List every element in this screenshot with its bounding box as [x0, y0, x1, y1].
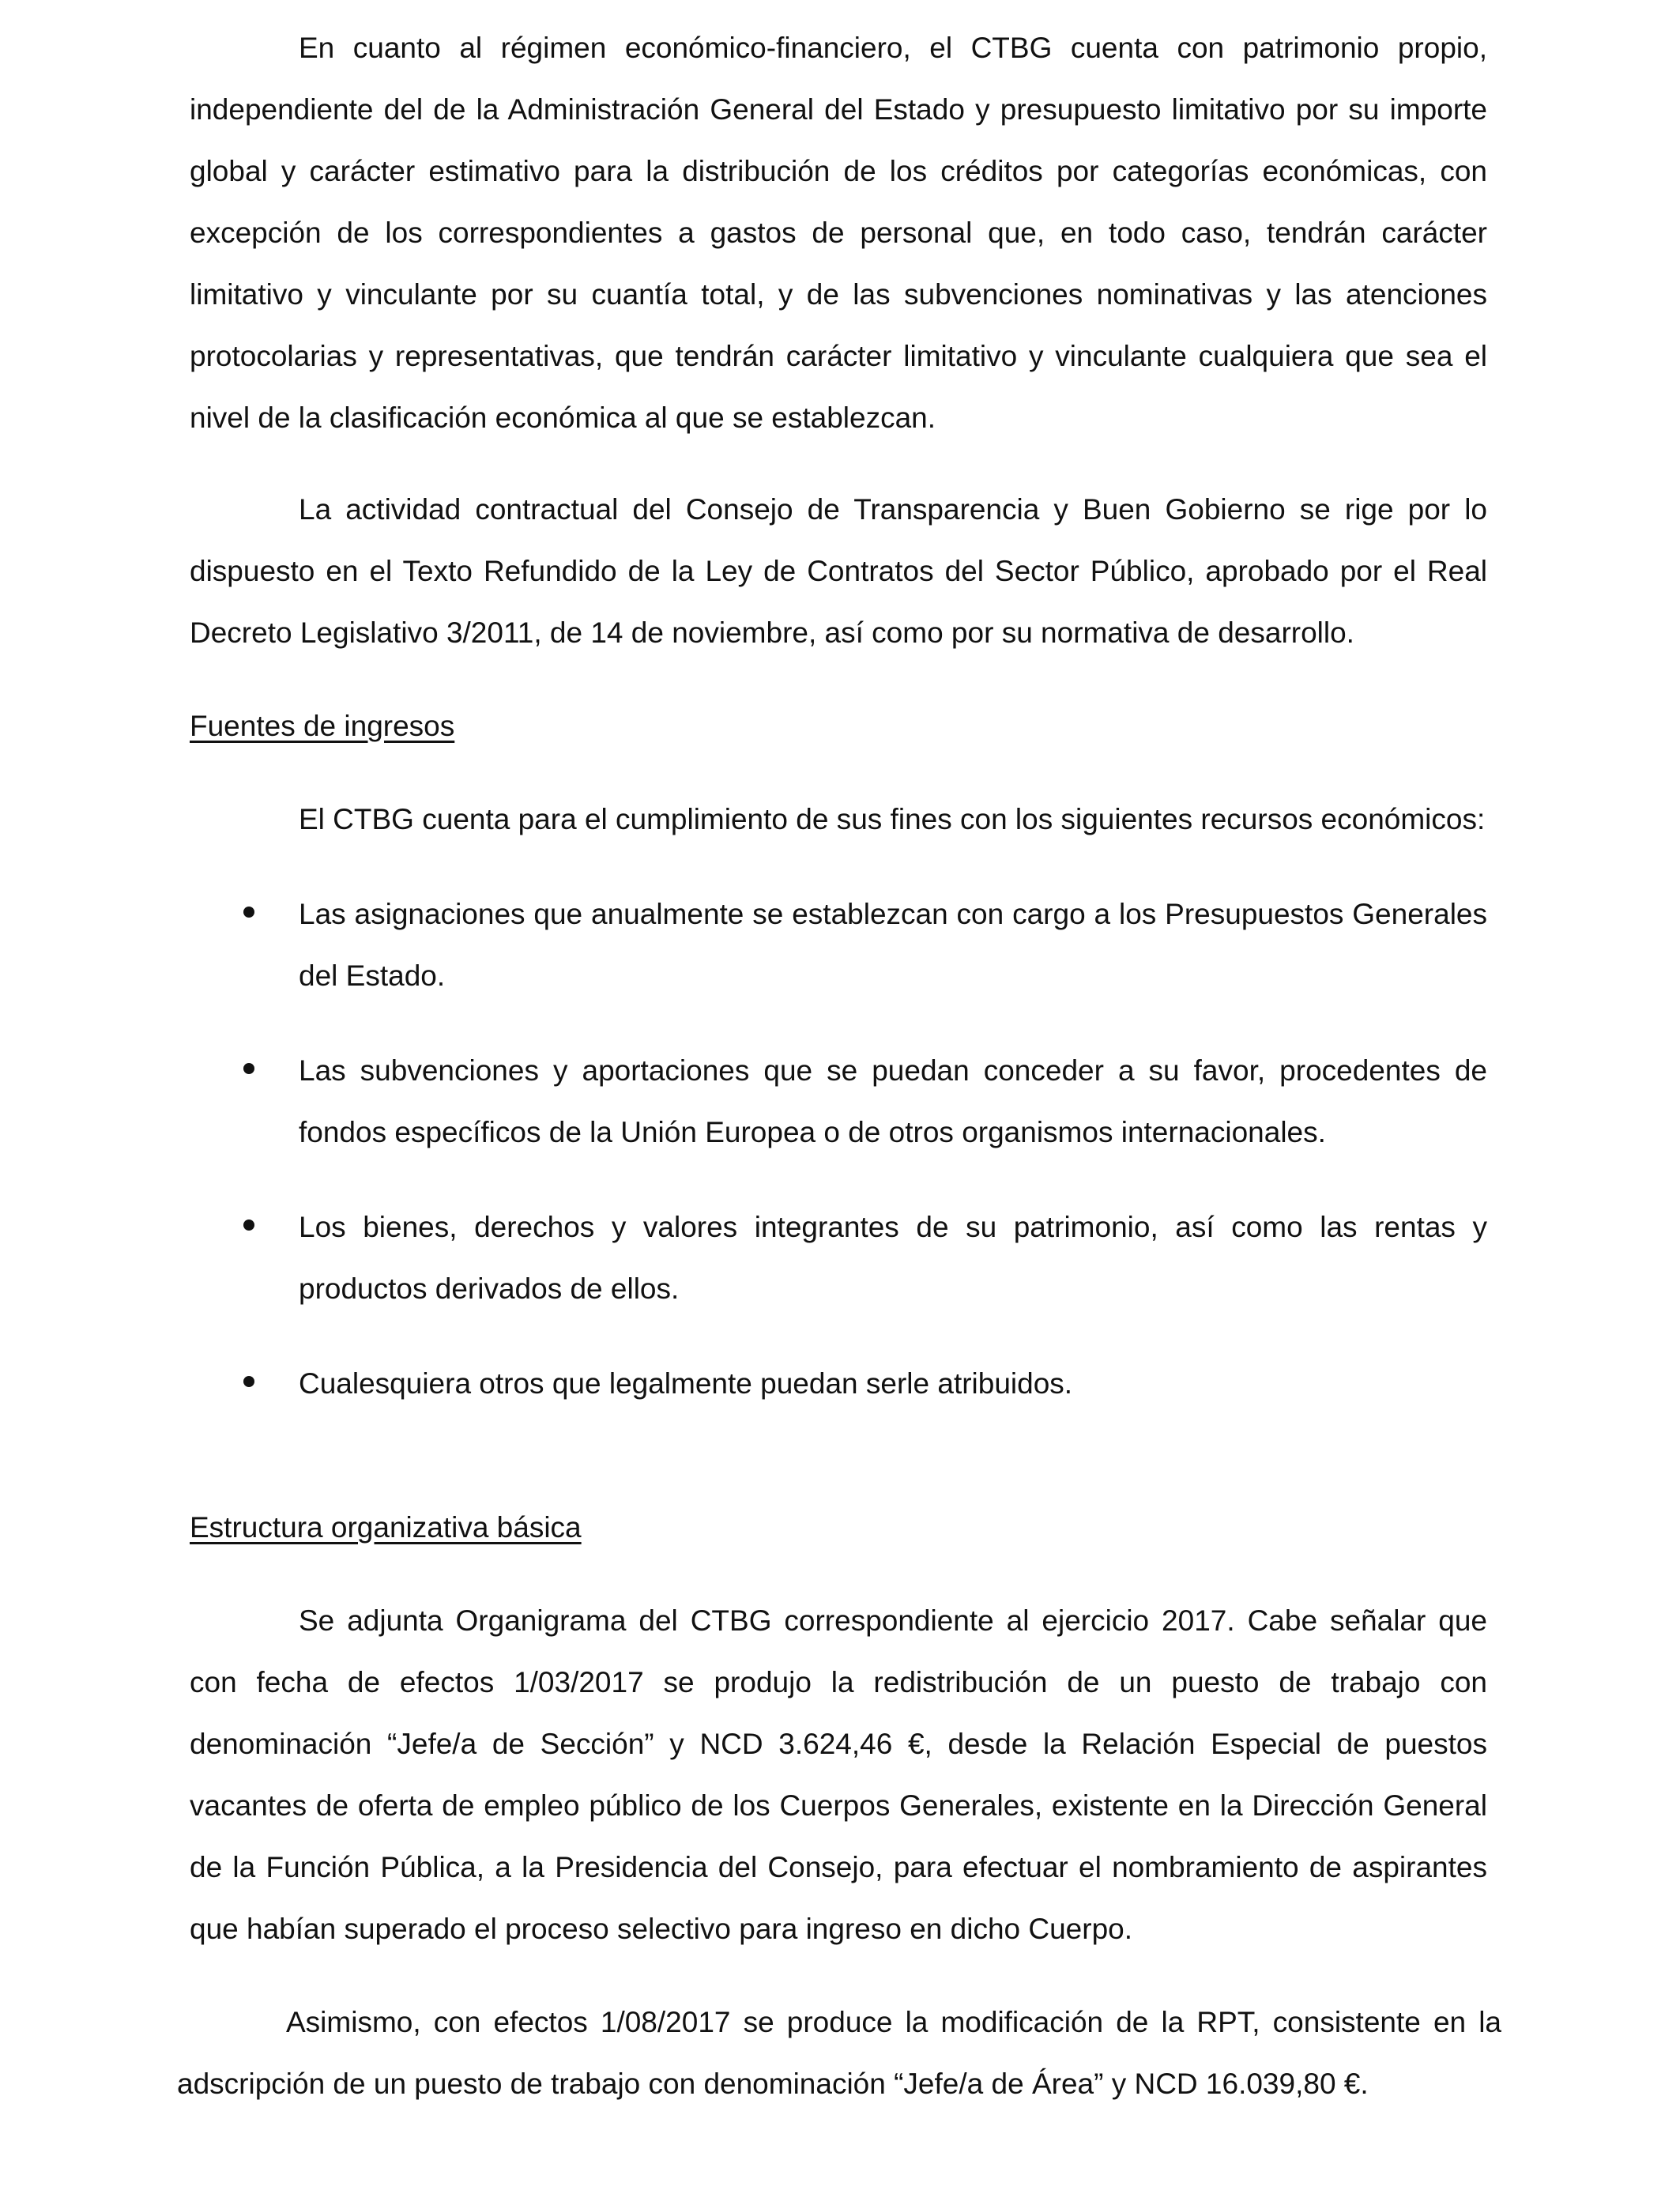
spacer [190, 1007, 1487, 1040]
spacer [190, 1559, 1487, 1590]
spacer [190, 1415, 1487, 1497]
bullet-icon [243, 1220, 254, 1231]
bullet-icon [243, 1063, 254, 1074]
spacer [190, 850, 1487, 884]
list-item [190, 1197, 1487, 1320]
list-item-text: Cualesquiera otros que legalmente puedan serle atribuidos. [299, 1367, 1073, 1400]
heading-income-sources: Fuentes de ingresos [190, 710, 455, 742]
paragraph-organigram: Se adjunta Organigrama del CTBG correspondiente al ejercicio 2017. Cabe señalar que con fecha de efectos 1/03/2017 se produjo la redistribución de un puesto de trabajo con denominación “Jefe/a de Sección” y NCD 3.624,46 €, desde la Relación Especial de puestos vacantes de oferta de empleo público de los Cuerpos Generales, existente en la Dirección General de la Función Pública, a la Presidencia del Consejo, para efectuar el nombramiento de aspirantes que habían superado el proceso selectivo para ingreso en dicho Cuerpo. [190, 1604, 1487, 1945]
spacer [190, 757, 1487, 789]
list-item [190, 1040, 1487, 1163]
heading-organizational-structure: Estructura organizativa básica [190, 1511, 582, 1544]
spacer [190, 1960, 1487, 1992]
paragraph-contractual-activity: La actividad contractual del Consejo de Transparencia y Buen Gobierno se rige por lo dispuesto en el Texto Refundido de la Ley de Contratos del Sector Público, aprobado por el Real Decreto Legislativo 3/2011, de 14 de noviembre, así como por su normativa de desarrollo. [190, 493, 1487, 649]
paragraph-rpt-modification: Asimismo, con efectos 1/08/2017 se produce la modificación de la RPT, consistente en la adscripción de un puesto de trabajo con denominación “Jefe/a de Área” y NCD 16.039,80 €. [177, 2006, 1501, 2100]
resources-list [190, 884, 1487, 1415]
paragraph-economic-resources: El CTBG cuenta para el cumplimiento de sus fines con los siguientes recursos económicos: [299, 803, 1486, 835]
list-item [190, 1353, 1487, 1415]
spacer [190, 1320, 1487, 1353]
spacer [190, 449, 1487, 479]
list-item-text: Las subvenciones y aportaciones que se puedan conceder a su favor, procedentes de fondos específicos de la Unión Europea o de otros organismos internacionales. [299, 1054, 1487, 1148]
list-item-text: Los bienes, derechos y valores integrantes de su patrimonio, así como las rentas y productos derivados de ellos. [299, 1211, 1487, 1305]
bullet-icon [243, 1376, 254, 1387]
spacer [190, 664, 1487, 696]
bullet-icon [243, 907, 254, 918]
paragraph-financial-regime: En cuanto al régimen económico-financiero, el CTBG cuenta con patrimonio propio, independiente del de la Administración General del Estado y presupuesto limitativo por su importe global y carácter estimativo para la distribución de los créditos por categorías económicas, con excepción de los correspondientes a gastos de personal que, en todo caso, tendrán carácter limitativo y vinculante por su cuantía total, y de las subvenciones nominativas y las atenciones protocolarias y representativas, que tendrán carácter limitativo y vinculante cualquiera que sea el nivel de la clasificación económica al que se establezcan. [190, 32, 1487, 434]
spacer [190, 1163, 1487, 1197]
document-body [177, 17, 1501, 2115]
list-item [190, 884, 1487, 1007]
list-item-text: Las asignaciones que anualmente se establezcan con cargo a los Presupuestos Generales del Estado. [299, 898, 1487, 992]
